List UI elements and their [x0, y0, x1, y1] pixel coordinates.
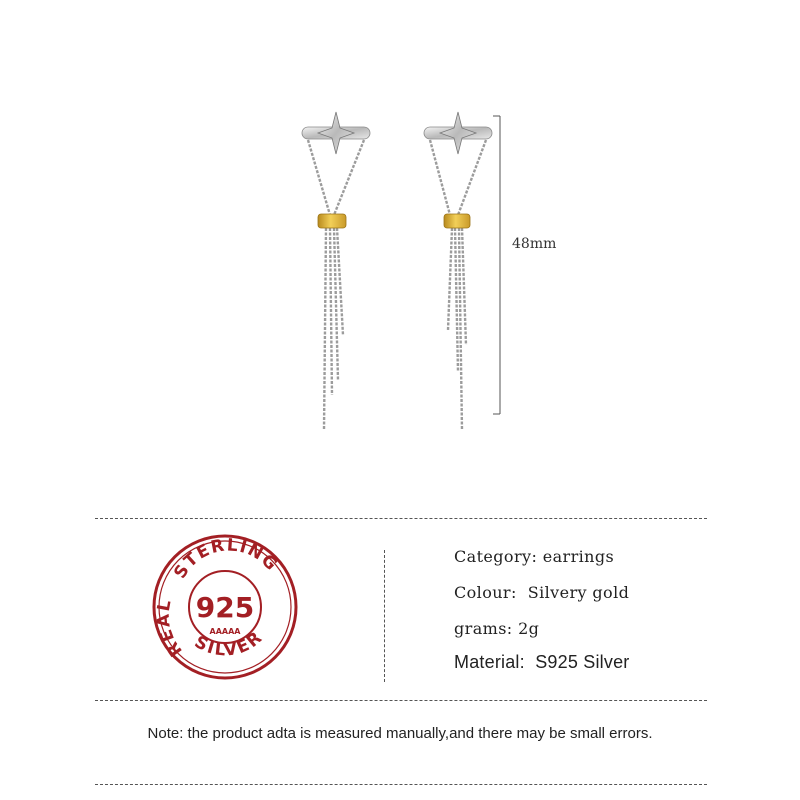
left-earring — [302, 112, 370, 430]
seal-number: 925 — [195, 591, 255, 624]
dimension-bracket — [493, 116, 500, 414]
seal-top-text: STERLING — [170, 535, 282, 583]
sterling-silver-seal — [151, 533, 299, 681]
right-earring — [424, 112, 492, 430]
disclaimer-note: Note: the product adta is measured manually,and there may be small errors. — [147, 725, 653, 742]
spec-grams: grams: 2g — [454, 619, 540, 638]
divider-bottom — [95, 784, 707, 785]
divider-top — [95, 518, 707, 519]
seal-bottom-text: SILVER — [190, 626, 268, 661]
spec-category: Category: earrings — [454, 547, 615, 566]
spec-colour: Colour: Silvery gold — [454, 583, 630, 602]
seal-grade: AAAAA — [209, 627, 241, 636]
seal-left-text: REAL — [153, 597, 187, 661]
divider-middle — [95, 700, 707, 701]
spec-material: Material: S925 Silver — [454, 652, 630, 672]
divider-vertical — [384, 550, 385, 682]
dimension-label: 48mm — [512, 236, 557, 252]
svg-text:STERLING — [170, 535, 282, 582]
